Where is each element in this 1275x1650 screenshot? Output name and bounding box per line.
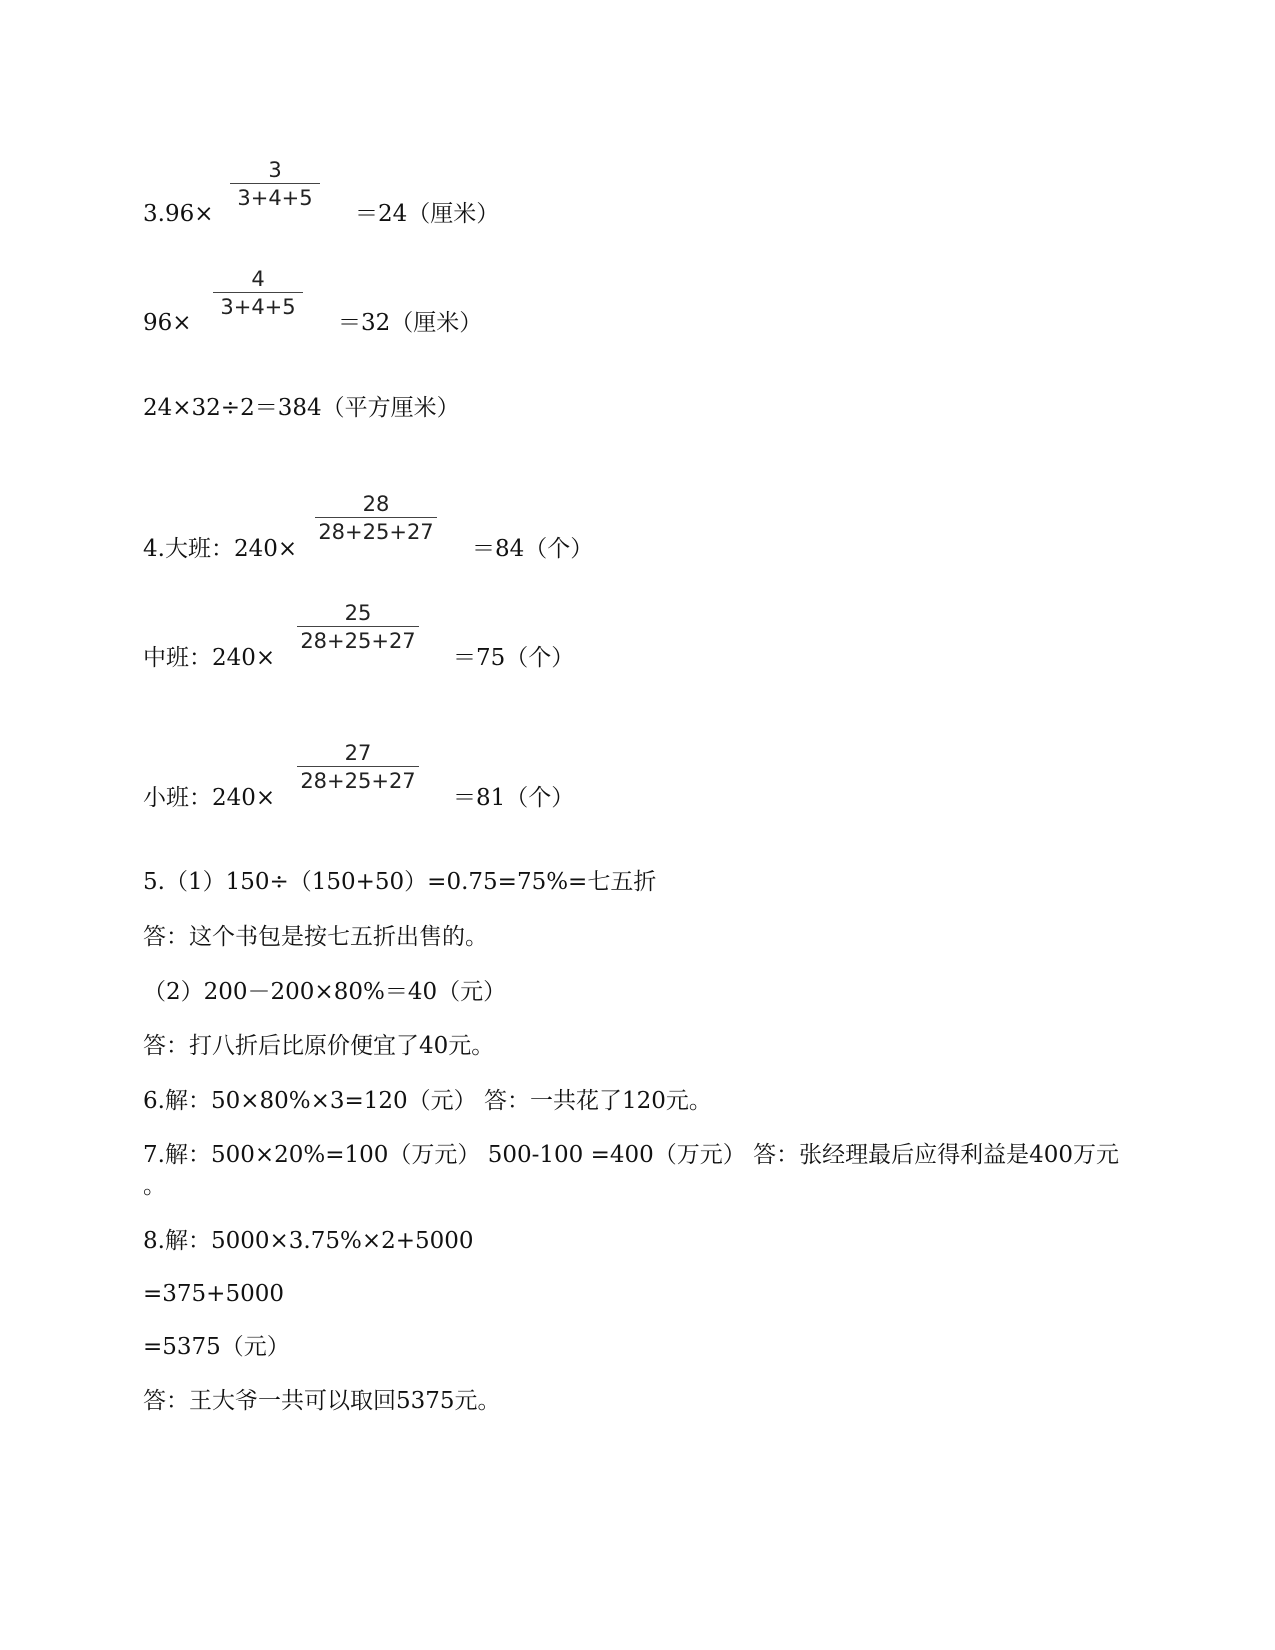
- fraction-numerator: 27: [344, 741, 372, 765]
- fraction-bar: [315, 517, 437, 518]
- q3-line2-result: ＝32（厘米）: [338, 310, 483, 336]
- fraction-bar: [297, 766, 419, 767]
- q4-middle-result: ＝75（个）: [453, 645, 575, 671]
- q3-line1-fraction: [230, 158, 320, 210]
- q5-line1: 5.（1）150÷（150+50）=0.75=75%=七五折: [143, 869, 657, 895]
- q6-line: 6.解：50×80%×3=120（元） 答：一共花了120元。: [143, 1088, 712, 1114]
- q3-line2-prefix: 96×: [143, 310, 192, 336]
- q4-middle-fraction: [297, 601, 419, 653]
- fraction-bar: [297, 626, 419, 627]
- q5-line3: （2）200－200×80%＝40（元）: [143, 979, 507, 1005]
- q4-small-result: ＝81（个）: [453, 785, 575, 811]
- fraction-denominator: 3+4+5: [237, 186, 313, 210]
- q4-small-fraction: [297, 741, 419, 793]
- fraction-denominator: 28+25+27: [300, 629, 416, 653]
- q4-small-prefix: 小班：240×: [143, 785, 276, 811]
- fraction-bar: [230, 183, 320, 184]
- fraction-denominator: 3+4+5: [220, 295, 296, 319]
- q4-big-fraction: [315, 492, 437, 544]
- fraction-numerator: 28: [362, 492, 390, 516]
- q7-line2: 。: [143, 1173, 166, 1199]
- q8-line3: =5375（元）: [143, 1334, 290, 1360]
- fraction-numerator: 25: [344, 601, 372, 625]
- fraction-numerator: 4: [251, 267, 265, 291]
- fraction-numerator: 3: [268, 158, 282, 182]
- fraction-denominator: 28+25+27: [318, 520, 434, 544]
- q3-line1-result: ＝24（厘米）: [355, 201, 500, 227]
- q3-line3: 24×32÷2＝384（平方厘米）: [143, 395, 460, 421]
- q4-middle-prefix: 中班：240×: [143, 645, 276, 671]
- fraction-denominator: 28+25+27: [300, 769, 416, 793]
- q5-line2: 答：这个书包是按七五折出售的。: [143, 924, 488, 950]
- q3-line2-fraction: [213, 267, 303, 319]
- fraction-bar: [213, 292, 303, 293]
- q4-big-prefix: 4.大班：240×: [143, 536, 298, 562]
- q8-line4: 答：王大爷一共可以取回5375元。: [143, 1388, 501, 1414]
- q4-big-result: ＝84（个）: [472, 536, 594, 562]
- q7-line1: 7.解：500×20%=100（万元） 500-100 =400（万元） 答：张经理最后应得利益是400万元: [143, 1142, 1119, 1168]
- q8-line1: 8.解：5000×3.75%×2+5000: [143, 1228, 474, 1254]
- q3-line1-prefix: 3.96×: [143, 201, 214, 227]
- q5-line4: 答：打八折后比原价便宜了40元。: [143, 1033, 495, 1059]
- q8-line2: =375+5000: [143, 1281, 284, 1307]
